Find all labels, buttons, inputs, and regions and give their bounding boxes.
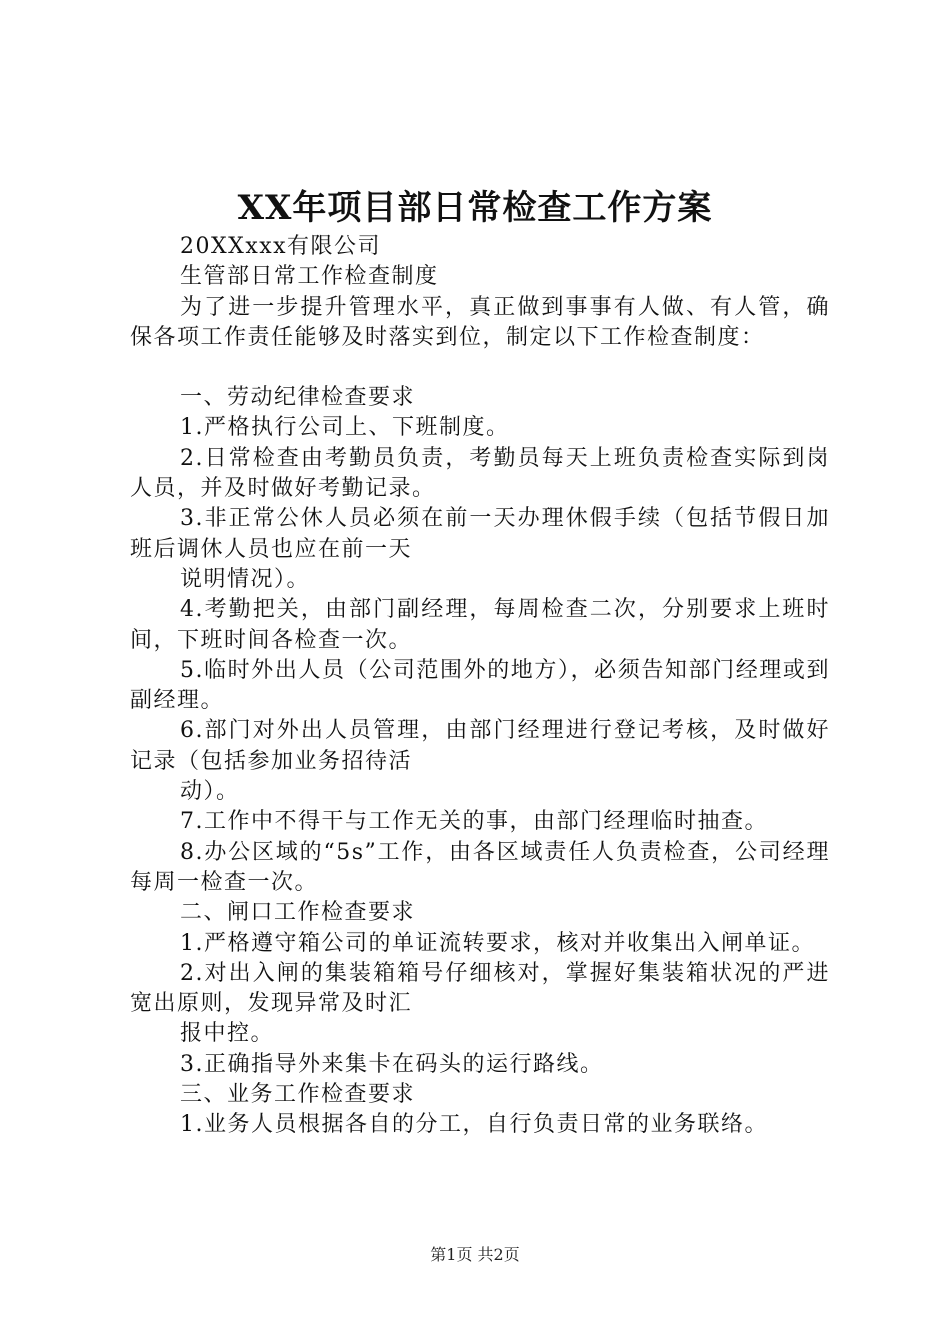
document-body bbox=[130, 232, 830, 1141]
section2-item1: 1.严格遵守箱公司的单证流转要求，核对并收集出入闸单证。 bbox=[180, 930, 815, 956]
section1-item4: 4.考勤把关，由部门副经理，每周检查二次，分别要求上班时间，下班时间各检查一次。 bbox=[130, 597, 830, 653]
section2-heading: 二、闸口工作检查要求 bbox=[180, 900, 416, 926]
section2-item3: 3.正确指导外来集卡在码头的运行路线。 bbox=[180, 1051, 604, 1077]
section1-item3: 3.非正常公休人员必须在前一天办理休假手续（包括节假日加班后调休人员也应在前一天 bbox=[130, 506, 830, 562]
document-title: XX年项目部日常检查工作方案 bbox=[237, 188, 713, 228]
section1-item1: 1.严格执行公司上、下班制度。 bbox=[180, 415, 510, 441]
section3-item1: 1.业务人员根据各自的分工，自行负责日常的业务联络。 bbox=[180, 1112, 768, 1138]
section1-item3-continuation: 说明情况）。 bbox=[180, 566, 311, 592]
page-number-footer: 第1页 共2页 bbox=[430, 1245, 520, 1264]
section2-item2-continuation: 报中控。 bbox=[180, 1021, 275, 1047]
section1-item8: 8.办公区域的“5s”工作，由各区域责任人负责检查，公司经理每周一检查一次。 bbox=[130, 839, 830, 895]
intro-paragraph: 为了进一步提升管理水平，真正做到事事有人做、有人管，确保各项工作责任能够及时落实到位，制定以下工作检查制度： bbox=[130, 294, 830, 350]
company-name: 20XXxxx有限公司 bbox=[180, 234, 382, 259]
section1-heading: 一、劳动纪律检查要求 bbox=[180, 385, 416, 411]
document-subtitle: 生管部日常工作检查制度 bbox=[180, 264, 439, 290]
section3-heading: 三、业务工作检查要求 bbox=[180, 1082, 416, 1108]
section1-item6-continuation: 动）。 bbox=[180, 779, 240, 805]
section1-item5: 5.临时外出人员（公司范围外的地方），必须告知部门经理或到副经理。 bbox=[130, 657, 830, 714]
section2-item2: 2.对出入闸的集装箱箱号仔细核对，掌握好集装箱状况的严进宽出原则，发现异常及时汇 bbox=[130, 960, 830, 1017]
section1-item2: 2.日常检查由考勤员负责，考勤员每天上班负责检查实际到岗人员，并及时做好考勤记录。 bbox=[130, 445, 830, 502]
paragraph-spacer bbox=[130, 353, 830, 383]
section1-item6: 6.部门对外出人员管理，由部门经理进行登记考核，及时做好记录（包括参加业务招待活 bbox=[130, 718, 830, 774]
section1-item7: 7.工作中不得干与工作无关的事，由部门经理临时抽查。 bbox=[180, 809, 768, 835]
